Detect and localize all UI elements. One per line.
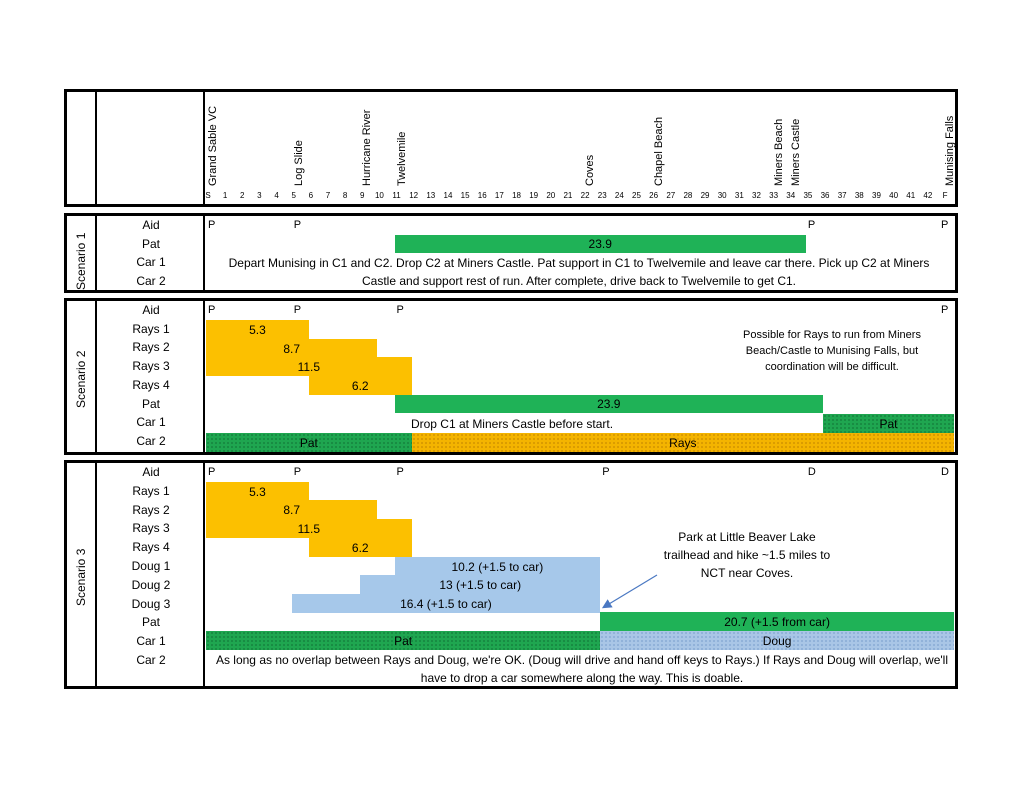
aid-marker: P (941, 219, 949, 231)
mile-marker: 35 (803, 191, 813, 200)
s3-rays-2-bar-label: 8.7 (283, 502, 301, 517)
s3-car1-pat-bar (206, 631, 600, 650)
mile-marker: 42 (923, 191, 933, 200)
mile-marker: 1 (222, 191, 228, 200)
mile-marker: 27 (666, 191, 676, 200)
aid-marker: P (208, 219, 216, 231)
s3-pat-bar (600, 612, 954, 631)
s1-pat-bar: 23.9 (395, 235, 806, 253)
s3-rays-4-bar (309, 538, 412, 557)
aid-marker: P (602, 466, 610, 478)
s2-pat-bar (395, 395, 824, 413)
mile-marker: 3 (257, 191, 262, 200)
mile-marker: 23 (597, 191, 607, 200)
s2-car1-pat-bar-label: Pat (879, 416, 898, 431)
row-label: Rays 2 (132, 502, 170, 517)
mile-marker: 28 (683, 191, 693, 200)
aid-marker: P (396, 466, 404, 478)
mile-marker: 13 (426, 191, 436, 200)
s2-pat-bar-label: 23.9 (597, 397, 621, 411)
location-miners-beach: Miners Beach (772, 118, 785, 186)
s2-car2-pat-bar (206, 433, 412, 452)
s2-car2-rays-bar-label: Rays (669, 435, 697, 450)
mile-marker: 7 (325, 191, 331, 200)
s3-rays-1-bar-label: 5.3 (249, 484, 266, 499)
row-label: Rays 2 (132, 340, 170, 355)
mile-marker: 8 (342, 191, 348, 200)
aid-marker: P (293, 219, 302, 231)
location-hurricane-river: Hurricane River (361, 109, 374, 186)
rays-3-bar (206, 357, 412, 376)
mile-marker: 11 (392, 191, 401, 200)
scenario-1-title: Scenario 1 (74, 232, 88, 290)
s3-park-note: Park at Little Beaver Lake trailhead and hike ~1.5 miles to NCT near Coves. (663, 530, 831, 580)
mile-marker: 2 (240, 191, 245, 200)
mile-marker: 31 (734, 191, 744, 200)
aid-marker: P (293, 466, 302, 478)
mile-marker: 36 (820, 191, 830, 200)
mile-marker: 41 (906, 191, 916, 200)
aid-marker: P (396, 304, 404, 316)
mile-marker: 26 (649, 191, 659, 200)
row-label: Pat (141, 396, 160, 411)
row-label: Rays 4 (132, 540, 170, 555)
mile-marker: 16 (477, 191, 487, 200)
row-label: Aid (142, 303, 160, 317)
s2-car2-rays-bar (412, 433, 954, 452)
s3-car1-doug-bar (600, 631, 954, 650)
mile-marker: 33 (769, 191, 779, 200)
aid-marker: P (208, 304, 216, 316)
mile-marker: 12 (409, 191, 419, 200)
row-label: Car 1 (136, 255, 166, 269)
s2-car1-note: Drop C1 at Miners Castle before start. (410, 417, 614, 431)
row-label: Rays 3 (132, 521, 170, 536)
mile-marker: 14 (443, 191, 453, 200)
row-label: Doug 2 (131, 577, 171, 592)
aid-marker: P (807, 219, 816, 231)
s3-car1-pat-bar-label: Pat (394, 633, 413, 648)
mile-marker: 22 (580, 191, 590, 200)
row-label: Rays 4 (132, 377, 170, 392)
mile-marker: 29 (700, 191, 710, 200)
doug-2-bar (360, 575, 600, 594)
mile-marker: 18 (512, 191, 521, 200)
rays-1-bar-label: 5.3 (249, 322, 266, 337)
mile-marker: 6 (308, 191, 314, 200)
s3-car2-note: As long as no overlap between Rays and Doug, we're OK. (Doug will drive and hand off keys to Rays.) If Rays and Doug will overlap, we'll have to drop a car somewhere along the way. This is doable. (215, 653, 949, 685)
s3-rays-3-bar (206, 519, 412, 538)
mile-marker: 34 (786, 191, 796, 200)
aid-marker: P (293, 304, 302, 316)
scenario-3-title: Scenario 3 (74, 548, 88, 606)
s1-logistics-note: Depart Munising in C1 and C2. Drop C2 at Miners Castle. Pat support in C1 to Twelvemile and leave car there. Pick up C2 at Miners Castle and support rest of run. After complete, drive back to Twelvemile to get C1. (228, 256, 930, 288)
s3-pat-bar-label: 20.7 (+1.5 from car) (724, 614, 830, 629)
s3-rays-4-bar-label: 6.2 (351, 540, 369, 555)
scenario-2-title: Scenario 2 (74, 350, 88, 408)
mile-marker: 4 (274, 191, 279, 200)
location-munising-falls: Munising Falls (944, 115, 957, 186)
location-twelvemile: Twelvemile (395, 131, 408, 186)
rays-2-bar-label: 8.7 (283, 341, 301, 356)
s3-rays-2-bar (206, 500, 377, 519)
mile-marker: 5 (291, 191, 296, 200)
rays-1-bar (206, 320, 309, 339)
s2-car1-pat-bar (823, 414, 954, 433)
row-label: Car 1 (136, 415, 166, 430)
row-label: Car 2 (136, 433, 166, 448)
aid-marker: D (807, 466, 816, 478)
doug-3-bar-label: 16.4 (+1.5 to car) (400, 596, 492, 611)
mile-marker: F (942, 191, 948, 200)
location-chapel-beach: Chapel Beach (652, 116, 665, 186)
mile-marker: 9 (360, 191, 365, 200)
mile-marker: 10 (374, 191, 384, 200)
doug-2-bar-label: 13 (+1.5 to car) (439, 577, 522, 592)
location-miners-castle: Miners Castle (789, 118, 802, 186)
rays-3-bar-label: 11.5 (297, 359, 321, 374)
row-label: Doug 1 (131, 559, 171, 573)
mile-marker: 25 (632, 191, 641, 200)
mile-marker: 40 (889, 191, 899, 200)
aid-marker: P (941, 304, 949, 316)
row-label: Car 2 (136, 653, 166, 667)
s2-side-note: Possible for Rays to run from Miners Beach/Castle to Munising Falls, but coordination will be difficult. (743, 329, 921, 373)
aid-marker: P (208, 466, 216, 478)
mile-marker: 17 (494, 191, 504, 200)
doug-1-bar-label: 10.2 (+1.5 to car) (451, 559, 544, 574)
row-label: Rays 1 (132, 321, 170, 336)
mile-marker: 21 (563, 191, 573, 200)
mile-marker: 24 (614, 191, 624, 200)
location-log-slide: Log Slide (292, 140, 305, 186)
rays-4-bar-label: 6.2 (351, 378, 369, 393)
row-label: Aid (142, 218, 160, 232)
mile-marker: 19 (529, 191, 539, 200)
row-label: Aid (142, 465, 160, 479)
mile-marker: 15 (460, 191, 470, 200)
header-col-divider-1 (95, 89, 97, 207)
mile-marker: 37 (837, 191, 847, 200)
mile-marker: 30 (717, 191, 727, 200)
mile-marker: 32 (752, 191, 761, 200)
header-box (64, 89, 958, 207)
rays-2-bar (206, 339, 377, 358)
s3-rays-3-bar-label: 11.5 (297, 521, 321, 536)
row-label: Pat (141, 615, 160, 630)
s3-car1-doug-bar-label: Doug (762, 633, 792, 648)
rays-4-bar (309, 376, 412, 395)
location-grand-sable: Grand Sable VC (207, 105, 219, 186)
doug-1-bar (395, 557, 601, 576)
row-label: Car 2 (136, 273, 166, 288)
s3-rays-1-bar (206, 482, 309, 501)
row-label: Doug 3 (131, 596, 171, 611)
header-col-divider-2 (203, 89, 205, 207)
row-label: Rays 1 (132, 483, 170, 498)
location-coves: Coves (584, 154, 597, 186)
s2-car2-pat-bar-label: Pat (299, 435, 318, 450)
row-label: Rays 3 (132, 359, 170, 374)
mile-marker: 38 (854, 191, 864, 200)
doug-3-bar (292, 594, 601, 613)
row-label: Car 1 (136, 634, 166, 649)
mile-marker: S (205, 191, 211, 200)
mile-marker: 20 (546, 191, 556, 200)
aid-marker: D (941, 466, 949, 478)
row-label: Pat (141, 236, 160, 251)
mile-marker: 39 (872, 191, 881, 200)
